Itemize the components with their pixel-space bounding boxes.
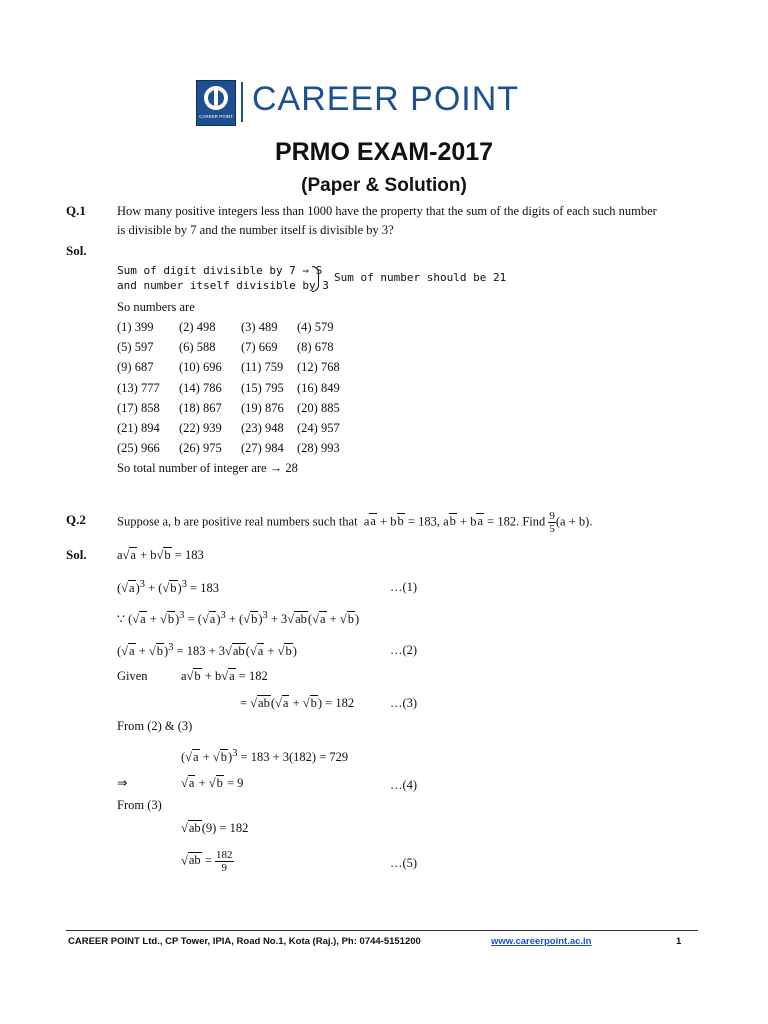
q2-ref-4: …(4) bbox=[390, 778, 418, 792]
q2-text-prefix: Suppose a, b are positive real numbers such that bbox=[117, 514, 358, 529]
number-entry: (12) 768 bbox=[297, 360, 340, 375]
page-subtitle: (Paper & Solution) bbox=[301, 175, 467, 196]
q2-ref-5: …(5) bbox=[390, 856, 418, 870]
number-entry: (4) 579 bbox=[297, 320, 334, 334]
q2-label: Q.2 bbox=[66, 512, 86, 527]
q2-ref-3: …(3) bbox=[390, 696, 418, 710]
q2-eq1-value: = 183, bbox=[407, 514, 440, 529]
fraction-nine-fifths: $\frac{9}{5}$ bbox=[549, 510, 555, 535]
footer-address: CAREER POINT Ltd., CP Tower, IPIA, Road No.1, Kota (Raj.), Ph: 0744-5151200 bbox=[68, 936, 421, 947]
q2-eq2-value: = 182 bbox=[487, 514, 517, 529]
q2-step-10: √ab = $\frac{182}{9}$ bbox=[181, 849, 233, 874]
implies-icon: ⇒ bbox=[117, 776, 128, 790]
page-title: PRMO EXAM-2017 bbox=[274, 138, 494, 166]
q1-conclusion: So total number of integer are → 28 bbox=[117, 461, 298, 475]
logo-caption: CAREER POINT bbox=[199, 114, 233, 119]
number-entry: (2) 498 bbox=[179, 320, 216, 334]
q1-intro: So numbers are bbox=[117, 300, 195, 314]
q2-ref-1: …(1) bbox=[390, 580, 418, 594]
number-entry: (9) 687 bbox=[117, 360, 154, 375]
q1-text-line2: is divisible by 7 and the number itself is divisible by 3? bbox=[117, 223, 394, 237]
logo-divider bbox=[241, 82, 243, 122]
q1-condition-2: and number itself divisible by 3 bbox=[117, 279, 329, 292]
number-entry: (25) 966 bbox=[117, 441, 160, 456]
footer-website-link[interactable]: www.careerpoint.ac.in bbox=[491, 936, 592, 947]
q2-step-5: a√b + b√a = 182 bbox=[181, 669, 268, 683]
q1-text-line1: How many positive integers less than 1000 have the property that the sum of the digits of each such number bbox=[117, 204, 657, 218]
number-entry: (3) 489 bbox=[241, 320, 278, 334]
q2-given: Given bbox=[117, 669, 148, 683]
q1-condition-result: Sum of number should be 21 bbox=[334, 271, 507, 284]
q2-step-1: a√a + b√b = 183 bbox=[117, 548, 204, 562]
cp-emblem-icon bbox=[204, 86, 228, 110]
q2-step-7: $(√a + √b)^3 = 183 + 3(182) = 729$ bbox=[181, 748, 349, 765]
number-entry: (17) 858 bbox=[117, 400, 160, 415]
number-entry: (16) 849 bbox=[297, 380, 340, 395]
q2-question: Suppose a, b are positive real numbers such that aa + bb = 183, ab + ba = 182. Find $\frac{9}{5}$ (a + b). bbox=[117, 510, 593, 535]
number-entry: (26) 975 bbox=[179, 441, 222, 456]
q2-from-2-3: From (2) & (3) bbox=[117, 719, 193, 733]
q2-step-4: $(√a + √b)^3 = 183 + 3√ab(√a + √b)$ bbox=[117, 642, 297, 659]
q2-step-2: $(√a)^3 + (√b)^3 = 183$ bbox=[117, 579, 219, 596]
number-entry: (28) 993 bbox=[297, 441, 340, 456]
number-entry: (7) 669 bbox=[241, 340, 278, 355]
q2-step-6: = √ab(√a + √b) = 182 bbox=[240, 696, 355, 710]
number-entry: (11) 759 bbox=[241, 360, 284, 375]
q2-ref-2: …(2) bbox=[390, 643, 418, 657]
q1-label: Q.1 bbox=[66, 203, 86, 218]
q2-step-9: √ab(9) = 182 bbox=[181, 821, 249, 835]
number-entry: (18) 867 bbox=[179, 400, 222, 415]
number-entry: (24) 957 bbox=[297, 421, 340, 435]
q2-sol-label: Sol. bbox=[66, 547, 87, 562]
brand-name: CAREER POINT bbox=[252, 80, 520, 118]
number-entry: (15) 795 bbox=[241, 380, 284, 395]
q2-find: . Find bbox=[516, 514, 546, 529]
number-entry: (22) 939 bbox=[179, 421, 222, 435]
number-entry: (1) 399 bbox=[117, 320, 154, 334]
brace-icon bbox=[312, 266, 319, 292]
number-entry: (19) 876 bbox=[241, 400, 284, 415]
q2-from-3: From (3) bbox=[117, 798, 162, 812]
number-entry: (5) 597 bbox=[117, 340, 154, 355]
number-entry: (14) 786 bbox=[179, 380, 222, 395]
number-entry: (6) 588 bbox=[179, 340, 216, 355]
number-entry: (13) 777 bbox=[117, 380, 160, 395]
footer-divider bbox=[66, 930, 698, 931]
number-entry: (20) 885 bbox=[297, 400, 340, 415]
q1-condition-1: Sum of digit divisible by 7 ⇒ S bbox=[117, 264, 323, 277]
q2-step-3: ∵ $(√a + √b)^3 = (√a)^3 + (√b)^3 + 3√ab(√a + √b)$ bbox=[117, 610, 360, 627]
career-point-logo bbox=[196, 80, 236, 126]
number-entry: (10) 696 bbox=[179, 360, 222, 375]
number-entry: (23) 948 bbox=[241, 421, 284, 435]
number-entry: (21) 894 bbox=[117, 421, 160, 435]
number-entry: (8) 678 bbox=[297, 340, 334, 355]
fraction-182-over-9: $\frac{182}{9}$ bbox=[216, 849, 233, 874]
page-number: 1 bbox=[676, 936, 682, 947]
q1-sol-label: Sol. bbox=[66, 243, 87, 258]
q2-step-8: √a + √b = 9 bbox=[181, 776, 244, 790]
number-entry: (27) 984 bbox=[241, 441, 284, 456]
